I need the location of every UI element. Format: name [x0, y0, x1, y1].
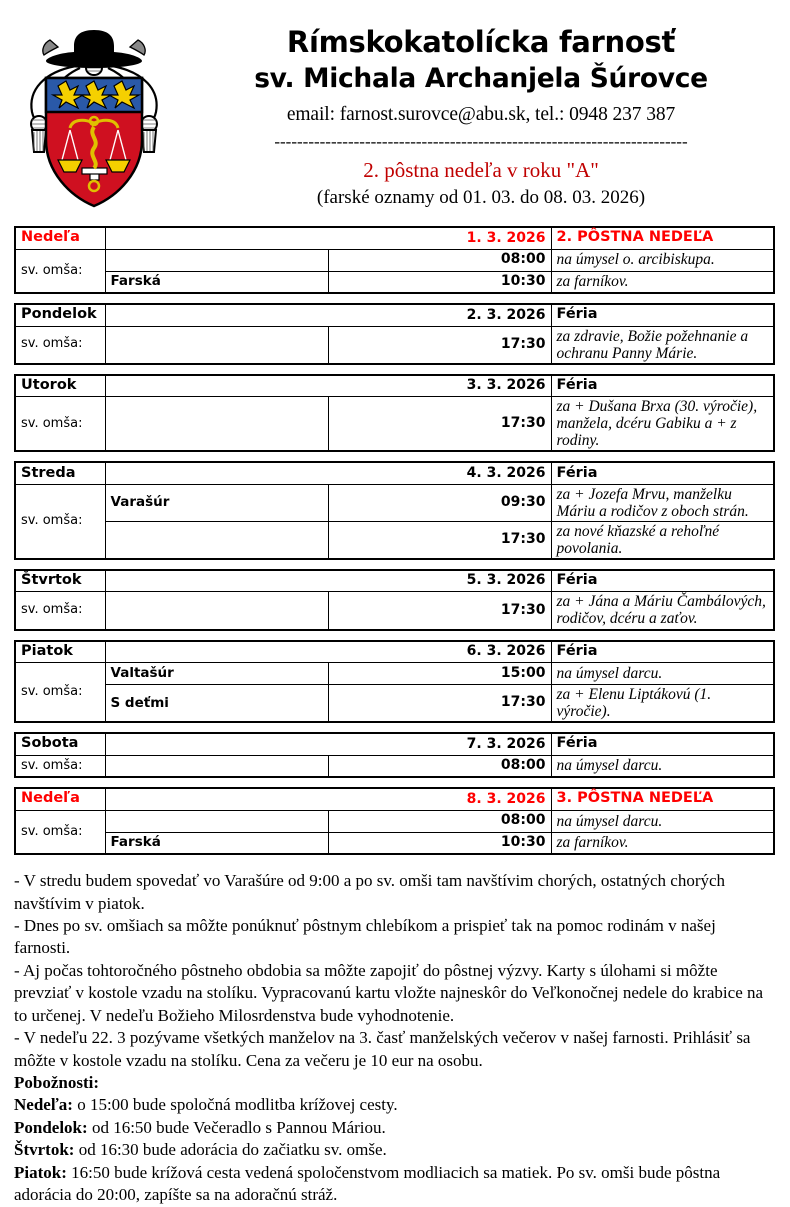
day-header-row — [15, 462, 774, 484]
mass-label: sv. omša: — [15, 326, 105, 364]
announcement-item: - V stredu budem spovedať vo Varašúre od 9:00 a po sv. omši tam navštívim chorých, ostatných chorých navštívim v piatok. — [14, 871, 726, 913]
day-feast: Féria — [551, 375, 774, 397]
mass-row — [15, 810, 774, 832]
mass-place: S deťmi — [105, 685, 328, 723]
mass-intention: za + Jozefa Mrvu, manželku Máriu a rodičov z oboch strán. — [551, 484, 774, 521]
mass-place — [105, 249, 328, 271]
mass-row — [15, 484, 774, 521]
devotion-day-label: Piatok: — [14, 1162, 67, 1182]
day-header-row — [15, 227, 774, 249]
mass-time: 15:00 — [328, 663, 551, 685]
mass-time: 10:30 — [328, 832, 551, 854]
mass-label: sv. omša: — [15, 663, 105, 723]
day-header-row — [15, 641, 774, 663]
mass-label: sv. omša: — [15, 484, 105, 559]
day-block — [14, 303, 775, 365]
coat-of-arms — [14, 8, 184, 220]
mass-place — [105, 810, 328, 832]
mass-intention: na úmysel o. arcibiskupa. — [551, 249, 774, 271]
mass-intention: za + Dušana Brxa (30. výročie), manžela, dcéru Gabiku a + z rodiny. — [551, 397, 774, 452]
announcement-item: - Aj počas tohtoročného pôstneho obdobia sa môžte zapojiť do pôstnej výzvy. Karty s úlohami si môžte prevziať v kostole vzadu na stolíku. Vypracovanú kartu vložte najneskôr do Veľkonočnej nedele do krabice na to určenej. V nedeľu Božieho Milosrdenstva bude vyhodnotenie. — [14, 960, 764, 1025]
mass-time: 17:30 — [328, 326, 551, 364]
mass-time: 17:30 — [328, 521, 551, 559]
mass-place: Valtašúr — [105, 663, 328, 685]
day-name: Piatok — [15, 641, 105, 663]
announcement-item: - Dnes po sv. omšiach sa môžte ponúknuť pôstnym chlebíkom a prispieť tak na pomoc rodinám v našej farnosti. — [14, 915, 716, 958]
mass-time: 10:30 — [328, 271, 551, 293]
devotions-heading: Pobožnosti: — [14, 1073, 99, 1093]
mass-intention: za + Elenu Liptákovú (1. výročie). — [551, 685, 774, 723]
mass-label: sv. omša: — [15, 755, 105, 777]
mass-row — [15, 832, 774, 854]
mass-time: 17:30 — [328, 685, 551, 723]
devotion-text: od 16:50 bude Večeradlo s Pannou Máriou. — [87, 1117, 386, 1137]
day-date: 3. 3. 2026 — [105, 375, 551, 397]
day-date: 2. 3. 2026 — [105, 304, 551, 326]
parish-contact: email: farnost.surovce@abu.sk, tel.: 0948 237 387 — [286, 103, 676, 125]
announcements-section — [0, 864, 790, 1207]
mass-row — [15, 521, 774, 559]
day-block — [14, 374, 775, 453]
mass-intention: na úmysel darcu. — [551, 810, 774, 832]
mass-place: Farská — [105, 271, 328, 293]
mass-time: 08:00 — [328, 810, 551, 832]
day-name: Nedeľa — [15, 788, 105, 810]
mass-row — [15, 685, 774, 723]
day-name: Sobota — [15, 733, 105, 755]
day-date: 6. 3. 2026 — [105, 641, 551, 663]
mass-time: 17:30 — [328, 397, 551, 452]
day-block — [14, 732, 775, 778]
day-header-row — [15, 570, 774, 592]
mass-time: 17:30 — [328, 592, 551, 630]
mass-label: sv. omša: — [15, 397, 105, 452]
devotion-text: 16:50 bude krížová cesta vedená spoločenstvom modliacich sa matiek. Po sv. omši bude pôstna adorácia do 20:00, zapíšte sa na adoračnú stráž. — [14, 1162, 721, 1205]
mass-place — [105, 755, 328, 777]
mass-row — [15, 271, 774, 293]
mass-place: Farská — [105, 832, 328, 854]
day-block — [14, 787, 775, 855]
mass-row — [15, 663, 774, 685]
mass-intention: za + Jána a Máriu Čambálových, rodičov, dcéru a zaťov. — [551, 592, 774, 630]
day-feast: 3. PÔSTNA NEDEĽA — [551, 788, 774, 810]
mass-place — [105, 326, 328, 364]
day-name: Streda — [15, 462, 105, 484]
day-feast: Féria — [551, 462, 774, 484]
mass-intention: na úmysel darcu. — [551, 663, 774, 685]
day-name: Štvrtok — [15, 570, 105, 592]
mass-row — [15, 249, 774, 271]
announcement-date-range: (farské oznamy od 01. 03. do 08. 03. 2026) — [316, 186, 646, 208]
mass-place — [105, 397, 328, 452]
day-date: 8. 3. 2026 — [105, 788, 551, 810]
devotion-day-label: Pondelok: — [14, 1117, 88, 1137]
devotion-day-label: Štvrtok: — [14, 1140, 75, 1160]
announcement-item: - V nedeľu 22. 3 pozývame všetkých manželov na 3. časť manželských večerov v našej farnosti. Prihlásiť sa môžte v kostole vzadu na stolíku. Cena za večeru je 10 eur na osobu. — [14, 1028, 751, 1070]
mass-time: 08:00 — [328, 249, 551, 271]
day-block — [14, 640, 775, 724]
day-header-row — [15, 375, 774, 397]
mass-schedule — [0, 226, 790, 855]
document-header — [0, 0, 790, 226]
mass-intention: za nové kňazské a rehoľné povolania. — [551, 521, 774, 559]
mass-row — [15, 326, 774, 364]
day-date: 5. 3. 2026 — [105, 570, 551, 592]
day-name: Pondelok — [15, 304, 105, 326]
parish-title-line1: Rímskokatolícka farnosť — [286, 25, 676, 59]
day-header-row — [15, 304, 774, 326]
devotion-day-label: Nedeľa: — [14, 1095, 73, 1115]
day-feast: Féria — [551, 570, 774, 592]
day-feast: 2. PÔSTNA NEDEĽA — [551, 227, 774, 249]
mass-place: Varašúr — [105, 484, 328, 521]
mass-row — [15, 592, 774, 630]
day-header-row — [15, 788, 774, 810]
mass-place — [105, 592, 328, 630]
mass-label: sv. omša: — [15, 810, 105, 854]
mass-label: sv. omša: — [15, 592, 105, 630]
header-text-block — [184, 8, 778, 209]
mass-time: 08:00 — [328, 755, 551, 777]
mass-intention: na úmysel darcu. — [551, 755, 774, 777]
devotion-text: od 16:30 bude adorácia do začiatku sv. omše. — [74, 1140, 387, 1160]
day-feast: Féria — [551, 304, 774, 326]
coat-of-arms-icon — [14, 20, 174, 220]
day-date: 4. 3. 2026 — [105, 462, 551, 484]
header-divider: ------------------------------------------------------------------------- — [274, 131, 688, 151]
day-date: 1. 3. 2026 — [105, 227, 551, 249]
devotion-text: o 15:00 bude spoločná modlitba krížovej cesty. — [72, 1095, 398, 1115]
mass-label: sv. omša: — [15, 249, 105, 293]
mass-time: 09:30 — [328, 484, 551, 521]
mass-intention: za farníkov. — [551, 832, 774, 854]
day-date: 7. 3. 2026 — [105, 733, 551, 755]
day-block — [14, 226, 775, 294]
day-block — [14, 569, 775, 631]
mass-row — [15, 755, 774, 777]
day-block — [14, 461, 775, 560]
mass-place — [105, 521, 328, 559]
devotion-item — [14, 1094, 776, 1116]
day-feast: Féria — [551, 641, 774, 663]
day-feast: Féria — [551, 733, 774, 755]
devotion-item — [14, 1139, 776, 1161]
devotion-item — [14, 1162, 776, 1207]
day-header-row — [15, 733, 774, 755]
liturgical-sunday-title: 2. pôstna nedeľa v roku "A" — [363, 157, 599, 182]
day-name: Nedeľa — [15, 227, 105, 249]
parish-title-line2: sv. Michala Archanjela Šúrovce — [254, 63, 708, 95]
day-name: Utorok — [15, 375, 105, 397]
mass-intention: za farníkov. — [551, 271, 774, 293]
devotion-item — [14, 1117, 776, 1139]
mass-intention: za zdravie, Božie požehnanie a ochranu Panny Márie. — [551, 326, 774, 364]
mass-row — [15, 397, 774, 452]
